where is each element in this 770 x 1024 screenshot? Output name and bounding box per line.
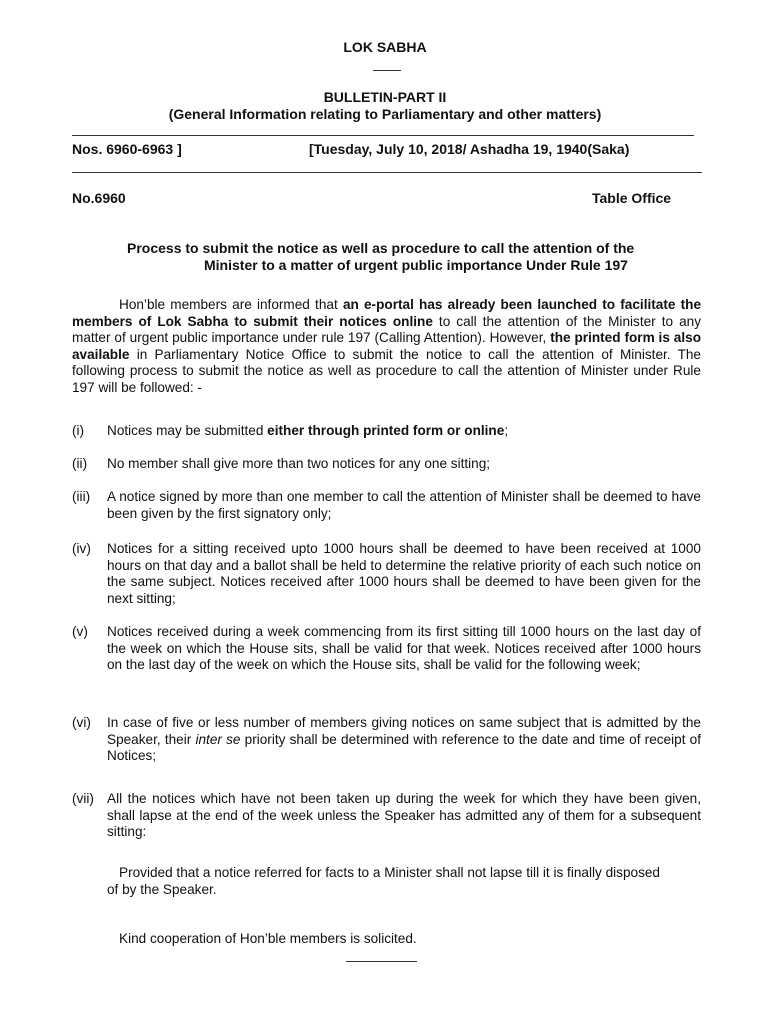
closing-line: Kind cooperation of Hon’ble members is solicited. xyxy=(119,931,417,946)
bulletin-subtitle: (General Information relating to Parliamentary and other matters) xyxy=(168,106,602,122)
heading-line-1: Process to submit the notice as well as procedure to call the attention of the xyxy=(127,240,635,256)
list-item: All the notices which have not been taken up during the week for which they have been given, shall lapse at the end of the week unless the Speaker has admitted any of them for a subsequent sitting: xyxy=(107,791,701,839)
list-item-number: (iii) xyxy=(72,489,91,504)
header-rule-bottom xyxy=(72,172,702,173)
list-item-bold: either through printed form or online xyxy=(267,423,505,438)
bulletin-date: [Tuesday, July 10, 2018/ Ashadha 19, 1940(Saka) xyxy=(309,141,630,157)
list-item-italic: inter se xyxy=(195,731,241,747)
list-item: A notice signed by more than one member to call the attention of Minister shall be deemed to have been given by the first signatory only; xyxy=(107,489,701,521)
intro-bold-printed-form: the printed form is also available xyxy=(72,330,701,362)
intro-paragraph xyxy=(72,297,701,396)
list-item-number: (i) xyxy=(72,423,85,438)
intro-bold-eportal: an e-portal has already been launched to facilitate the members of Lok Sabha to submit their notices online xyxy=(72,297,702,329)
list-item-number: (ii) xyxy=(72,456,88,471)
list-item: In case of five or less number of members giving notices on same subject that is admitted by the Speaker, their inter se priority shall be determined with reference to the date and time of receipt of Notices; xyxy=(107,715,701,763)
title-underline xyxy=(373,70,401,71)
heading-line-2: Minister to a matter of urgent public importance Under Rule 197 xyxy=(204,257,628,273)
item-number: No.6960 xyxy=(72,190,126,206)
intro-text-3: in Parliamentary Notice Office to submit the notice to call the attention of Minister. The following process to submit the notice as well as procedure to call the attention of Minister under Rule 197 will be followed: - xyxy=(72,346,701,395)
office-name: Table Office xyxy=(592,190,672,206)
header-rule-top xyxy=(72,135,694,136)
list-item-number: (vi) xyxy=(72,715,91,730)
end-rule xyxy=(346,961,417,962)
list-item: Notices may be submitted either through printed form or online; xyxy=(107,423,509,438)
list-item-number: (vii) xyxy=(72,791,94,806)
intro-text-2: to call the attention of the Minister to any matter of urgent public importance under rule 197 (Calling Attention). However, xyxy=(72,313,701,345)
list-item-number: (iv) xyxy=(72,541,91,556)
list-item: No member shall give more than two notices for any one sitting; xyxy=(107,456,491,471)
list-item: Notices for a sitting received upto 1000 hours shall be deemed to have been received at 1000 hours on that day and a ballot shall be held to determine the relative priority of each such notice on the same subject. Notices received after 1000 hours shall be deemed to have been given for the next sitting; xyxy=(107,541,701,606)
bulletin-numbers: Nos. 6960-6963 ] xyxy=(72,141,182,157)
bulletin-title: BULLETIN-PART II xyxy=(323,89,447,105)
list-item: Notices received during a week commencing from its first sitting till 1000 hours on the last day of the week on which the House sits, shall be valid for that week. Notices received after 1000 hours on the last day of the week on which the House sits, shall be valid for the following week; xyxy=(107,624,701,672)
house-title: LOK SABHA xyxy=(343,39,427,55)
list-item-number: (v) xyxy=(72,624,88,639)
proviso-paragraph: Provided that a notice referred for facts to a Minister shall not lapse till it is finally disposed of by the Speaker. xyxy=(107,865,660,897)
intro-text-1: Hon’ble members are informed that xyxy=(119,297,343,312)
